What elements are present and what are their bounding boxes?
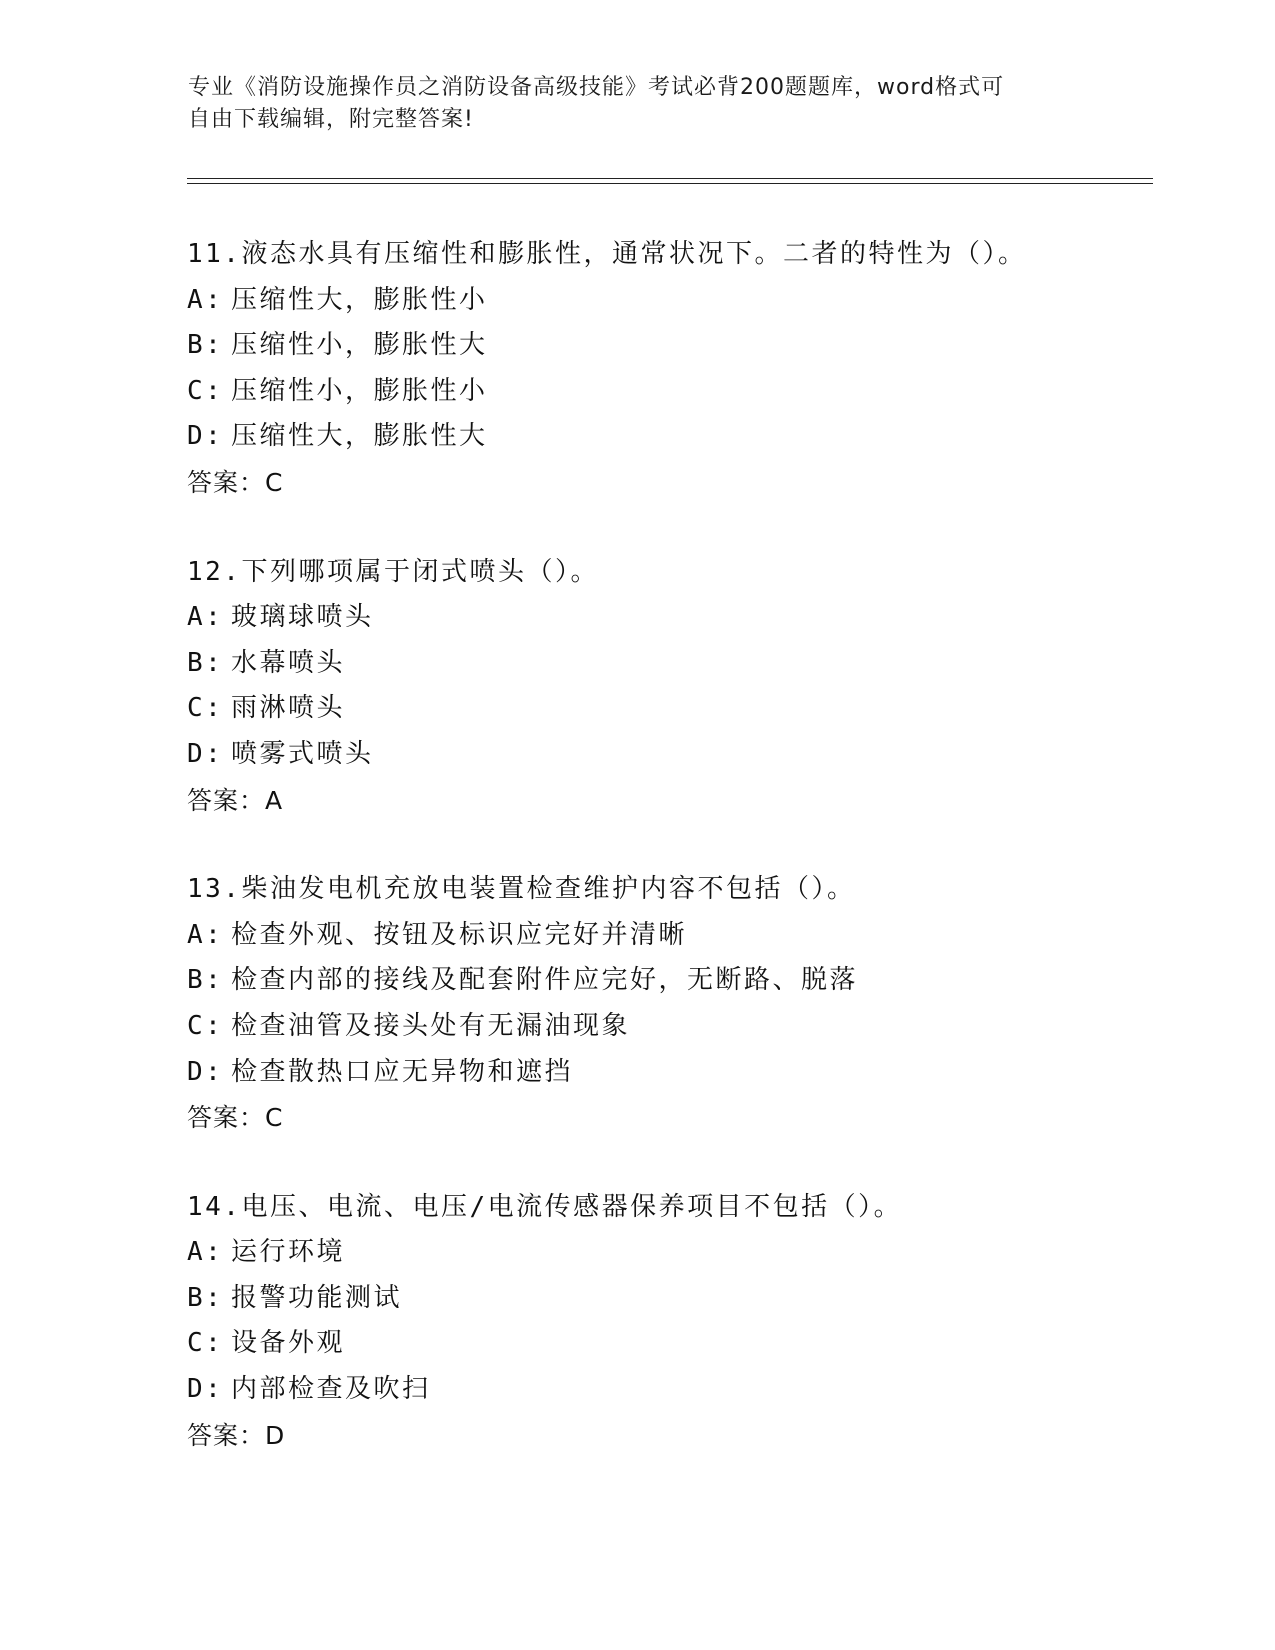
option-text: 压缩性大，膨胀性小 [231,284,488,315]
option-d [187,1050,1147,1096]
option-key: D: [187,1056,224,1087]
option-a [187,1230,1147,1276]
option-key: A: [187,284,224,315]
option-b [187,323,1147,369]
option-key: A: [187,1237,224,1268]
option-d [187,1367,1147,1413]
option-c [187,369,1147,415]
option-b [187,1276,1147,1322]
question-stem: 11.液态水具有压缩性和膨胀性，通常状况下。二者的特性为（）。 [187,239,1027,269]
answer: 答案：D [187,1420,286,1450]
option-text: 运行环境 [231,1237,346,1268]
option-text: 内部检查及吹扫 [231,1374,431,1405]
question-stem: 12.下列哪项属于闭式喷头（）。 [187,556,599,587]
answer: 答案：C [187,1103,284,1133]
option-key: D: [187,421,224,452]
answer: 答案：C [187,467,284,497]
option-key: B: [187,1282,224,1313]
option-b [187,641,1147,687]
option-key: C: [187,693,224,724]
option-text: 压缩性小，膨胀性大 [231,330,488,361]
header-rule-bottom [187,183,1153,184]
option-key: B: [187,330,224,361]
option-key: B: [187,647,224,678]
option-text: 玻璃球喷头 [231,602,374,633]
document-header [188,72,1068,136]
question-stem: 14.电压、电流、电压/电流传感器保养项目不包括（）。 [187,1191,903,1222]
option-text: 压缩性小，膨胀性小 [231,375,488,406]
option-key: C: [187,1328,224,1359]
option-a [187,913,1147,959]
option-key: D: [187,1374,224,1405]
option-text: 报警功能测试 [231,1282,403,1313]
question-14 [187,1185,1147,1459]
question-11 [187,232,1147,506]
option-text: 检查散热口应无异物和遮挡 [231,1056,574,1087]
option-d [187,732,1147,778]
option-c [187,686,1147,732]
option-text: 检查油管及接头处有无漏油现象 [231,1010,631,1041]
question-13 [187,867,1147,1141]
header-rule-top [187,178,1153,179]
header-line-1: 专业《消防设施操作员之消防设备高级技能》考试必背200题题库，word格式可 [188,75,1005,100]
question-stem: 13.柴油发电机充放电装置检查维护内容不包括（）。 [187,874,856,905]
option-key: C: [187,1010,224,1041]
option-key: A: [187,602,224,633]
option-key: B: [187,965,224,996]
option-b [187,958,1147,1004]
option-d [187,414,1147,460]
option-c [187,1004,1147,1050]
option-key: A: [187,919,224,950]
option-text: 设备外观 [231,1328,346,1359]
option-text: 喷雾式喷头 [231,738,374,769]
option-a [187,278,1147,324]
option-c [187,1321,1147,1367]
header-line-2: 自由下载编辑，附完整答案! [188,107,474,132]
option-a [187,595,1147,641]
option-text: 检查外观、按钮及标识应完好并清晰 [231,919,688,950]
option-text: 压缩性大，膨胀性大 [231,421,488,452]
option-text: 检查内部的接线及配套附件应完好，无断路、脱落 [231,965,859,996]
question-list [187,232,1147,1502]
option-key: D: [187,738,224,769]
answer: 答案：A [187,785,284,815]
question-12 [187,550,1147,824]
option-text: 雨淋喷头 [231,693,346,724]
option-key: C: [187,375,224,406]
option-text: 水幕喷头 [231,647,346,678]
